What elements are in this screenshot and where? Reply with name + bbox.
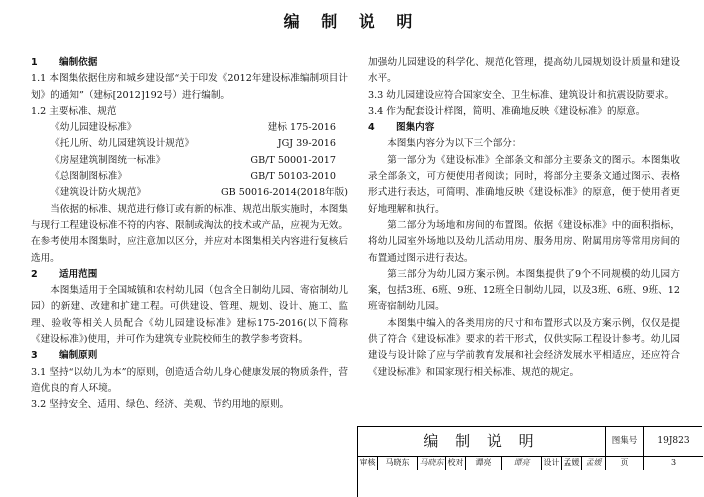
- section-heading-4: 4 图集内容: [368, 122, 435, 134]
- paragraph-3-3: 3.3 幼儿园建设应符合国家安全、卫生标准、建筑设计和抗震设防要求。: [368, 89, 675, 101]
- section-heading-1: 1 编制依据: [31, 57, 98, 68]
- reviewer-signature: 马晓东: [418, 456, 446, 470]
- paragraph-3-4: 3.4 作为配套设计样图，简明、准确地反映《建设标准》的原意。: [368, 105, 646, 117]
- atlas-number-label: 图集号: [606, 427, 644, 456]
- standard-item: 《托儿所、幼儿园建筑设计规范》 JGJ 39-2016: [50, 138, 336, 150]
- page-number: 3: [670, 458, 677, 467]
- right-column: [368, 55, 680, 381]
- paragraph-4-4: 第三部分为幼儿园方案示例。本图集提供了9个不同规模的幼儿园方案，包括3班、6班、9班、12班全日制幼儿园，以及3班、6班、9班、12班寄宿制幼儿园。: [368, 268, 680, 313]
- title-block: [357, 426, 702, 497]
- check-label: 校对: [446, 456, 466, 470]
- standard-item: 《总图制图标准》 GB/T 50103-2010: [50, 171, 336, 183]
- paragraph-1-1: 1.1 本图集依据住房和城乡建设部“关于印发《2012年建设标准编制项目计划》的通知”（建标[2012]192号）进行编制。: [31, 73, 348, 101]
- standard-item: 《房屋建筑制图统一标准》 GB/T 50001-2017: [50, 154, 336, 166]
- paragraph-3-2-cont: 加强幼儿园建设的科学化、规范化管理，提高幼儿园规划设计质量和建设水平。: [368, 57, 680, 85]
- designer-name: 孟媛: [562, 456, 582, 470]
- atlas-number: 19J823: [657, 436, 690, 446]
- paragraph-1-2: 1.2 主要标准、规范: [31, 105, 117, 117]
- checker-name: 谭亮: [466, 456, 502, 470]
- checker-signature: 谭亮: [502, 456, 542, 470]
- paragraph-4-2: 第一部分为《建设标准》全部条文和部分主要条文的图示。本图集收录全部条文，可方便使用者阅读；同时，将部分主要条文通过图示、表格形式进行表达，可简明、准确地反映《建设标准》的原意，便于使用者更好地理解和执行。: [368, 154, 680, 215]
- designer-signature: 孟媛: [582, 456, 606, 470]
- paragraph-4-1: 本图集内容分为以下三个部分：: [387, 138, 522, 150]
- title-block-title: 编 制 说 明: [358, 427, 606, 456]
- standard-item: 《建筑设计防火规范》 GB 50016-2014(2018年版): [50, 187, 348, 199]
- paragraph-2: 本图集适用于全国城镇和农村幼儿园（包含全日制幼儿园、寄宿制幼儿园）的新建、改建和扩建工程。可供建设、管理、规划、设计、施工、监理、验收等相关人员配合《幼儿园建设标准》建标175-2016(以下简称《建设标准》)使用，并可作为建筑专业院校师生的教学参考资料。: [31, 285, 348, 346]
- paragraph-1-3: 当依据的标准、规范进行修订或有新的标准、规范出版实施时，本图集与现行工程建设标准不符的内容、限制或淘汰的技术或产品，应视为无效。在参考使用本图集时，应注意加以区分，并应对本图集相关内容进行复核后选用。: [31, 203, 348, 264]
- left-column: [31, 55, 348, 414]
- review-label: 审核: [358, 456, 378, 470]
- standard-item: 《幼儿园建设标准》 建标 175-2016: [50, 122, 336, 134]
- section-heading-3: 3 编制原则: [31, 350, 98, 362]
- section-heading-2: 2 适用范围: [31, 268, 98, 280]
- design-label: 设计: [542, 456, 562, 470]
- paragraph-4-5: 本图集中编入的各类用房的尺寸和布置形式以及方案示例，仅仅是提供了符合《建设标准》要求的若干形式，仅供实际工程设计参考。幼儿园建设与设计除了应与学前教育发展和社会经济发展水平相适应，还应符合《建设标准》和国家现行相关标准、规范的规定。: [368, 317, 680, 378]
- page-label: 页: [606, 456, 644, 470]
- paragraph-3-2: 3.2 坚持安全、适用、绿色、经济、美观、节约用地的原则。: [31, 399, 290, 411]
- page-title: 编 制 说 明: [283, 12, 421, 31]
- reviewer-name: 马晓东: [378, 456, 418, 470]
- paragraph-4-3: 第二部分为场地和房间的布置图。依据《建设标准》中的面积指标，将幼儿园室外场地以及幼儿活动用房、服务用房、附属用房等常用房间的布置通过图示进行表达。: [368, 219, 680, 264]
- paragraph-3-1: 3.1 坚持“以幼儿为本”的原则，创造适合幼儿身心健康发展的物质条件，营造优良的育人环境。: [31, 366, 348, 394]
